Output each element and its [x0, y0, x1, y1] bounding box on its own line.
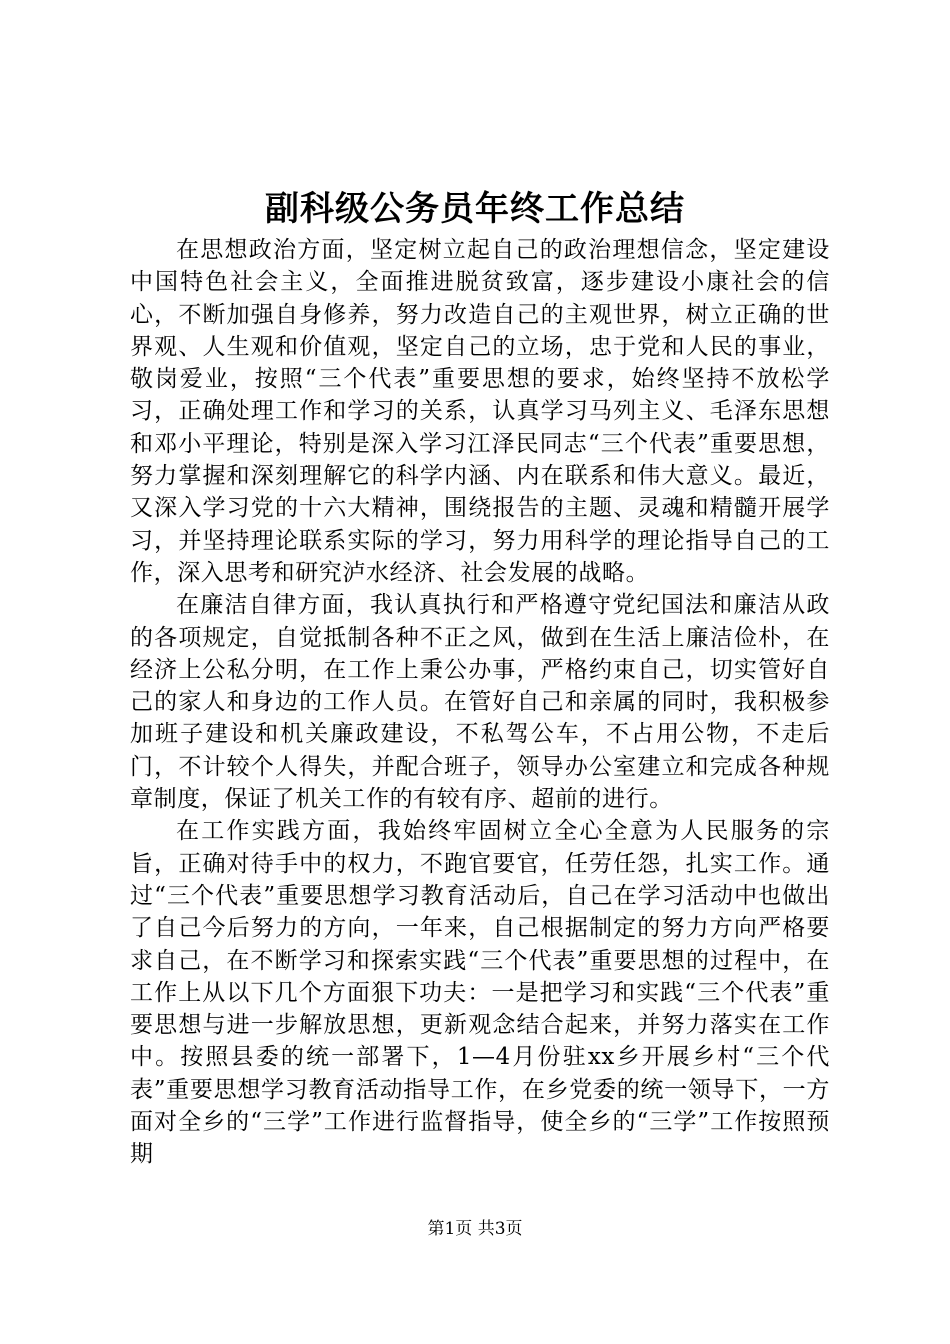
page-footer: 第1页 共3页	[427, 1219, 523, 1239]
paragraph-integrity: 在廉洁自律方面，我认真执行和严格遵守党纪国法和廉洁从政的各项规定，自觉抵制各种不正之风，做到在生活上廉洁俭朴，在经济上公私分明，在工作上秉公办事，严格约束自己，切实管好自己的家人和身边的工作人员。在管好自己和亲属的同时，我积极参加班子建设和机关廉政建设，不私驾公车，不占用公物，不走后门，不计较个人得失，并配合班子，领导办公室建立和完成各种规章制度，保证了机关工作的有较有序、超前的进行。	[130, 592, 830, 813]
document-title: 副科级公务员年终工作总结	[265, 189, 685, 229]
document-body	[130, 234, 830, 1171]
paragraph-work-practice: 在工作实践方面，我始终牢固树立全心全意为人民服务的宗旨，正确对待手中的权力，不跑官要官，任劳任怨，扎实工作。通过“三个代表”重要思想学习教育活动后，自己在学习活动中也做出了自己今后努力的方向，一年来，自己根据制定的努力方向严格要求自己，在不断学习和探索实践“三个代表”重要思想的过程中，在工作上从以下几个方面狠下功夫：一是把学习和实践“三个代表”重要思想与进一步解放思想，更新观念结合起来，并努力落实在工作中。按照县委的统一部署下，1—4月份驻xx乡开展乡村“三个代表”重要思想学习教育活动指导工作，在乡党委的统一领导下，一方面对全乡的“三学”工作进行监督指导，使全乡的“三学”工作按照预期	[130, 818, 830, 1168]
paragraph-political: 在思想政治方面，坚定树立起自己的政治理想信念，坚定建设中国特色社会主义，全面推进脱贫致富，逐步建设小康社会的信心，不断加强自身修养，努力改造自己的主观世界，树立正确的世界观、人生观和价值观，坚定自己的立场，忠于党和人民的事业，敬岗爱业，按照“三个代表”重要思想的要求，始终坚持不放松学习，正确处理工作和学习的关系，认真学习马列主义、毛泽东思想和邓小平理论，特别是深入学习江泽民同志“三个代表”重要思想，努力掌握和深刻理解它的科学内涵、内在联系和伟大意义。最近，又深入学习党的十六大精神，围绕报告的主题、灵魂和精髓开展学习，并坚持理论联系实际的学习，努力用科学的理论指导自己的工作，深入思考和研究泸水经济、社会发展的战略。	[130, 237, 830, 586]
